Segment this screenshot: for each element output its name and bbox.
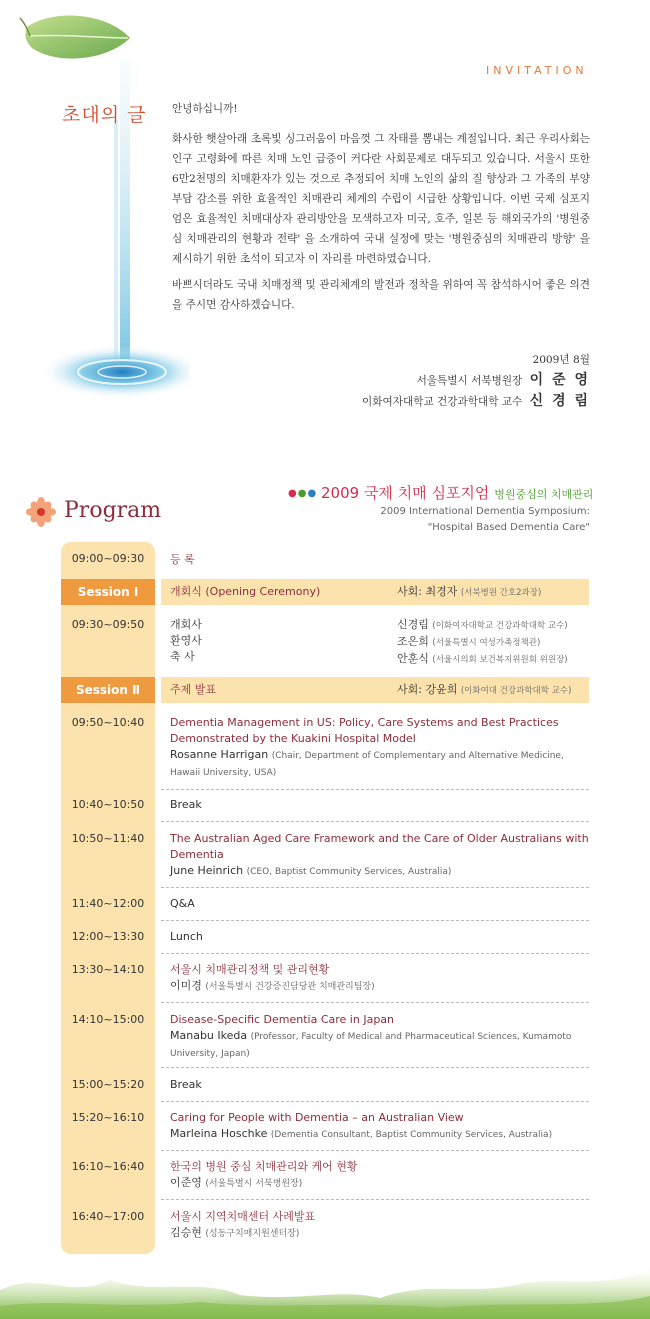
session-2-host: [397, 677, 571, 704]
session-1-time: 09:30~09:50: [71, 618, 145, 631]
symposium-english-title: [380, 504, 590, 536]
item-1-title: Dementia Management in US: Policy, Care Systems and Best Practices Demonstrated by the Kuakini Hospital Model: [170, 716, 559, 745]
speaker-3-name: 안훈식: [397, 652, 429, 665]
divider: [161, 1067, 589, 1068]
item-9-speaker: Marleina Hoschke: [170, 1127, 268, 1140]
greeting: 안녕하십니까!: [172, 103, 238, 115]
item-11: [170, 1209, 590, 1242]
item-6-speaker: 이미경: [170, 979, 202, 992]
item-7-time: 14:10~15:00: [71, 1013, 145, 1026]
role-1: 개회사: [170, 618, 202, 631]
session-1-host-note: (서북병원 간호2과장): [460, 588, 542, 598]
symposium-title-main: 2009 국제 치매 심포지엄: [321, 484, 490, 502]
item-9: [170, 1110, 590, 1143]
letter-paragraph-1: 화사한 햇살아래 초록빛 싱그러움이 마음껏 그 자태를 뽐내는 계절입니다. 최근 우리사회는 인구 고령화에 따른 치매 노인 급증이 커다란 사회문제로 대두되고 있습니다. 서울시 또한 6만2천명의 치매환자가 있는 것으로 추정되어 치매 노인의 삶의 질 향상과 그 가족의 부양부담 감소를 위한 효율적인 치매관리 체계의 수립이 시급한 상황입니다. 이번 국제 심포지엄은 효율적인 치매대상자 관리방안을 모색하고자 미국, 호주, 일본 등 해외국가의 '병원중심 치매관리의 현황과 전략' 을 소개하여 국내 실정에 맞는 '병원중심의 치매관리 방향' 을 제시하기 위한 초석이 되고자 이 자리를 마련하였습니다.: [172, 133, 590, 265]
session-1-host: [397, 579, 541, 606]
letter-paragraph-2: 바쁘시더라도 국내 치매정책 및 관리체계의 발전과 정착을 위하여 꼭 참석하시어 좋은 의견을 주시면 감사하겠습니다.: [172, 279, 590, 311]
item-2-text: Break: [170, 798, 202, 811]
item-3-speaker: June Heinrich: [170, 864, 244, 877]
item-7-speaker: Manabu Ikeda: [170, 1029, 248, 1042]
letter-date: 2009년 8월: [532, 354, 590, 366]
item-3: [170, 831, 590, 880]
item-5: [170, 929, 590, 945]
title-dots: ●●●: [288, 488, 318, 499]
item-10-title: 한국의 병원 중심 치매관리와 케어 현황: [170, 1160, 358, 1173]
item-7: [170, 1012, 590, 1062]
speaker-3-note: (서울시의회 보건복지위원회 위원장): [432, 655, 568, 665]
speaker-1-note: (이화여자대학교 건강과학대학 교수): [432, 621, 568, 631]
signer-2-name: 신 경 림: [529, 393, 590, 409]
item-6-affil: (서울특별시 건강증진담당관 치매관리팀장): [205, 982, 375, 992]
session-1-roles: [170, 617, 202, 665]
item-7-speaker-line: [170, 1028, 590, 1062]
session-1-host-name: 사회: 최경자: [397, 585, 458, 598]
program-title: Program: [64, 498, 162, 523]
divider: [161, 1199, 589, 1200]
item-1: [170, 715, 590, 781]
session-1-bar: [161, 579, 589, 605]
registration-text: 등 록: [170, 553, 195, 566]
signer-1: [362, 370, 590, 391]
speaker-row-1: [397, 617, 568, 634]
registration-time: 09:00~09:30: [71, 552, 145, 565]
item-4-text: Q&A: [170, 897, 195, 910]
session-1-label: Session Ⅰ: [61, 579, 155, 605]
item-4: [170, 896, 590, 912]
divider: [161, 1150, 589, 1151]
invitation-letter: [172, 99, 590, 315]
session-1-speakers: [397, 617, 568, 668]
item-9-title: Caring for People with Dementia – an Australian View: [170, 1111, 464, 1124]
divider: [161, 1101, 589, 1102]
divider: [161, 1002, 589, 1003]
item-11-speaker: 김승현: [170, 1226, 202, 1239]
divider: [161, 821, 589, 822]
english-title-line-2: "Hospital Based Dementia Care": [427, 522, 590, 533]
item-10-affil: (서울특별시 서북병원장): [205, 1179, 303, 1189]
signer-1-name: 이 준 영: [529, 372, 590, 388]
session-1-title: 개회식 (Opening Ceremony): [170, 585, 321, 598]
session-2-host-note: (이화여대 건강과학대학 교수): [460, 686, 572, 696]
item-3-affil: (CEO, Baptist Community Services, Australia): [246, 867, 452, 877]
speaker-row-2: [397, 634, 568, 651]
item-6-time: 13:30~14:10: [71, 963, 145, 976]
item-10-speaker: 이준영: [170, 1176, 202, 1189]
item-2: [170, 797, 590, 813]
item-4-time: 11:40~12:00: [71, 897, 145, 910]
item-11-affil: (성동구치매지원센터장): [205, 1229, 300, 1239]
symposium-title-sub: 병원중심의 치매관리: [494, 488, 594, 501]
item-8: [170, 1077, 590, 1093]
invitation-title: 초대의 글: [62, 104, 147, 126]
item-10: [170, 1159, 590, 1192]
item-1-affil: (Chair, Department of Complementary and Alternative Medicine, Hawaii University, USA): [170, 751, 564, 778]
session-2-title: 주제 발표: [170, 683, 217, 696]
divider: [161, 887, 589, 888]
divider: [161, 920, 589, 921]
item-7-affil: (Professor, Faculty of Medical and Pharmaceutical Sciences, Kumamoto University, Japan): [170, 1032, 572, 1059]
item-10-time: 16:10~16:40: [71, 1160, 145, 1173]
signer-1-role: 서울특별시 서북병원장: [416, 375, 523, 387]
speaker-2-name: 조은희: [397, 635, 429, 648]
divider: [161, 789, 589, 790]
item-3-time: 10:50~11:40: [71, 832, 145, 845]
signer-2: [362, 391, 590, 412]
item-2-time: 10:40~10:50: [71, 798, 145, 811]
signer-2-role: 이화여자대학교 건강과학대학 교수: [362, 396, 523, 408]
speaker-2-note: (서울특별시 여성가족정책관): [432, 638, 541, 648]
session-2-bar: [161, 677, 589, 703]
item-9-speaker-line: [170, 1126, 590, 1143]
signature-block: [362, 350, 590, 412]
session-2-host-name: 사회: 강윤희: [397, 683, 458, 696]
item-3-speaker-line: [170, 863, 590, 880]
item-11-title: 서울시 지역치매센터 사례발표: [170, 1210, 316, 1223]
item-8-text: Break: [170, 1078, 202, 1091]
item-7-title: Disease-Specific Dementia Care in Japan: [170, 1013, 395, 1026]
flower-icon: [26, 497, 56, 527]
item-9-affil: (Dementia Consultant, Baptist Community Services, Australia): [270, 1130, 553, 1140]
speaker-1-name: 신경림: [397, 618, 429, 631]
item-1-time: 09:50~10:40: [71, 716, 145, 729]
item-6: [170, 962, 590, 995]
item-6-title: 서울시 치매관리정책 및 관리현황: [170, 963, 330, 976]
role-2: 환영사: [170, 634, 202, 647]
item-11-time: 16:40~17:00: [71, 1210, 145, 1223]
item-6-speaker-line: [170, 978, 590, 995]
item-1-speaker: Rosanne Harrigan: [170, 748, 269, 761]
item-5-text: Lunch: [170, 930, 203, 943]
item-3-title: The Australian Aged Care Framework and the Care of Older Australians with Dementia: [170, 832, 589, 861]
item-9-time: 15:20~16:10: [71, 1111, 145, 1124]
registration-label: [170, 552, 590, 568]
item-1-speaker-line: [170, 747, 590, 781]
english-title-line-1: 2009 International Dementia Symposium:: [380, 506, 590, 517]
invitation-label: INVITATION: [486, 64, 588, 77]
session-2-label: Session Ⅱ: [61, 677, 155, 703]
item-8-time: 15:00~15:20: [71, 1078, 145, 1091]
grass-illustration: [0, 1240, 650, 1319]
speaker-row-3: [397, 651, 568, 668]
role-3: 축 사: [170, 650, 195, 663]
symposium-korean-title: [321, 482, 593, 503]
item-5-time: 12:00~13:30: [71, 930, 145, 943]
item-10-speaker-line: [170, 1175, 590, 1192]
divider: [161, 953, 589, 954]
